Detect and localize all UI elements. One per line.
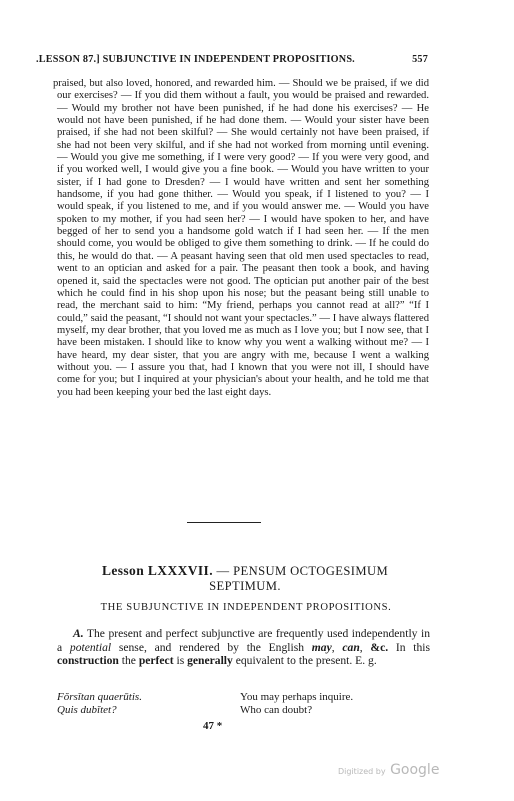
lesson-title	[60, 563, 430, 594]
example-english: You may perhaps inquire.	[240, 691, 354, 703]
printer-signature: 47 *	[203, 720, 223, 732]
para-text: In this	[388, 640, 430, 654]
running-head-title: .LESSON 87.] SUBJUNCTIVE IN INDEPENDENT PROPOSITIONS.	[36, 54, 355, 65]
running-head	[36, 54, 428, 65]
para-text: equivalent to the present. E. g.	[232, 654, 377, 667]
watermark-prefix: Digitized by	[338, 767, 386, 776]
lesson-number: Lesson LXXXVII.	[101, 563, 213, 578]
example-english: Who can doubt?	[240, 704, 313, 716]
para-text: ,	[359, 640, 371, 654]
example-latin: Quis dubĭtet?	[57, 704, 117, 716]
para-text: The present and perfect subjunctive are frequently used independently in a	[57, 627, 430, 654]
lesson-latin-title: — PENSUM OCTOGESIMUM	[212, 564, 389, 578]
page-number: 557	[412, 54, 428, 65]
paragraph-letter: A.	[73, 627, 84, 640]
para-text: the	[118, 654, 139, 667]
term-etc: &c.	[370, 640, 389, 654]
digitized-watermark	[338, 762, 439, 778]
term-construction: construction	[57, 654, 119, 667]
lesson-latin-title-line2: SEPTIMUM.	[209, 579, 281, 593]
exercise-paragraph: praised, but also loved, honored, and rewarded him. — Should we be praised, if we did our exercises? — If you did them without a fault, you would be praised and rewarded. — Would my brother not have been punished, if he had done his exercises? — He would not have been punished, if he had done them. — Would your sister have been praised, if she had not been skilful? — She would certainly not have been praised, if she had not been very skilful, and if she had not worked from morning until evening. — Would you give me something, if I were very good? — If you were very good, and if you worked well, I would give you a fine book. — Would you have written to your sister, if I had gone to Dresden? — I would have written and sent her something handsome, if you had gone thither. — Would you speak, if I listened to you? — I would speak, if you listened to me, and if you would answer me. — Would you have spoken to my mother, if you had seen her? — I would have spoken to her, and have begged of her to send you a handsome gold watch if I had seen her. — If the men should come, you would be obliged to give them something to drink. — If he could do this, he would do that. — A peasant having seen that old men used spectacles to read, went to an optician and asked for a pair. The peasant then took a book, and having opened it, said the spectacles were not good. The optician put another pair of the best which he could find in his shop upon his nose; but the peasant being still unable to read, the merchant said to him: “My friend, perhaps you cannot read at all?” “If I could,” said the peasant, “I should not want your spectacles.” — I have always flattered myself, my dear brother, that you loved me as much as I love you; but I now see, that I have been mistaken. I should like to know why you went a walking without me? — I have heard, my dear sister, that you are angry with me, because I went a walking without you. — I assure you that, had I known that you were not ill, I should have come for you; but I inquired at your physician's about your health, and he told me that you had been keeping your bed the last eight days.	[53, 78, 429, 398]
term-potential: potential	[69, 640, 112, 654]
para-text: sense, and rendered by the English	[111, 640, 312, 654]
para-text: ,	[331, 640, 343, 654]
term-can: can	[342, 640, 360, 654]
example-latin: Fŏrsĭtan quaerūtis.	[57, 691, 142, 703]
watermark-brand: Google	[390, 762, 440, 778]
term-may: may	[311, 640, 332, 654]
term-perfect: perfect	[138, 654, 174, 667]
rule-paragraph-a	[57, 627, 430, 668]
section-heading: THE SUBJUNCTIVE IN INDEPENDENT PROPOSITIONS.	[100, 602, 392, 613]
para-text: is	[173, 654, 188, 667]
term-generally: generally	[187, 654, 233, 667]
section-divider	[187, 522, 261, 523]
